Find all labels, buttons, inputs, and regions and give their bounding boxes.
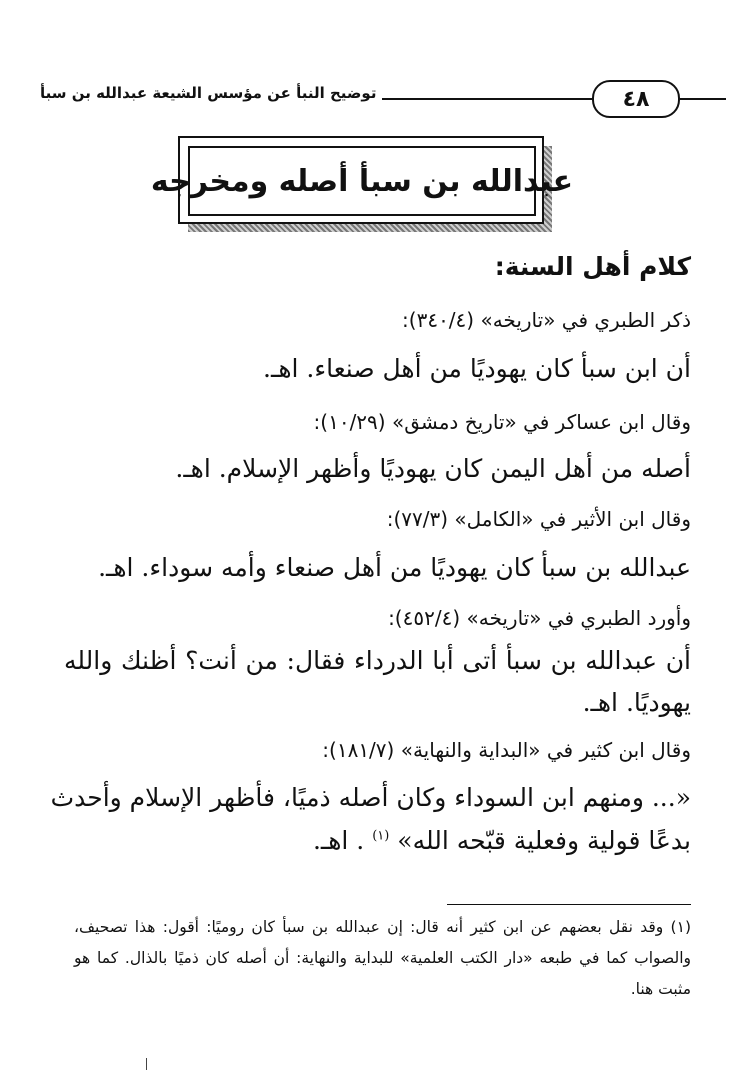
citation-intro: وأورد الطبري في «تاريخه» (٤٥٢/٤): <box>388 606 691 630</box>
footnote-separator <box>447 904 691 905</box>
citation-intro: وقال ابن عساكر في «تاريخ دمشق» (١٠/٢٩): <box>313 410 691 434</box>
citation-intro: ذكر الطبري في «تاريخه» (٣٤٠/٤): <box>402 308 691 332</box>
page-number: ٤٨ <box>592 80 680 118</box>
footnote-reference[interactable]: (١) <box>372 828 390 844</box>
scan-mark <box>146 1058 147 1070</box>
section-heading: كلام أهل السنة: <box>494 252 691 281</box>
quoted-text-with-ref <box>313 826 691 855</box>
quoted-text: أن ابن سبأ كان يهوديًا من أهل صنعاء. اهـ. <box>263 354 691 383</box>
citation-intro: وقال ابن الأثير في «الكامل» (٧٧/٣): <box>386 507 691 531</box>
quoted-text: أصله من أهل اليمن كان يهوديًا وأظهر الإسلام. اهـ. <box>175 454 691 483</box>
chapter-title: عبدالله بن سبأ أصله ومخرجه <box>150 163 574 199</box>
title-inner-border <box>150 146 574 216</box>
footnote: (١) وقد نقل بعضهم عن ابن كثير أنه قال: إن عبدالله بن سبأ كان روميًا: أقول: هذا تصحيف، والصواب كما في طبعه «دار الكتب العلمية» للبداية والنهاية: أن أصله كان ذميًا بالذال. كما هو مثبت هنا. <box>74 918 691 998</box>
quoted-text: عبدالله بن سبأ كان يهوديًا من أهل صنعاء وأمه سوداء. اهـ. <box>98 553 691 582</box>
running-header <box>36 78 726 120</box>
quoted-text: «... ومنهم ابن السوداء وكان أصله ذميًا، فأظهر الإسلام وأحدث <box>50 783 691 812</box>
citation-intro: وقال ابن كثير في «البداية والنهاية» (١٨١/٧): <box>322 738 691 762</box>
running-title: توضيح النبأ عن مؤسس الشيعة عبدالله بن سبأ <box>36 84 382 102</box>
quoted-text: يهوديًا. اهـ. <box>582 688 691 717</box>
chapter-title-frame <box>150 136 574 224</box>
quote-closing: . اهـ. <box>312 826 365 855</box>
quoted-text: أن عبدالله بن سبأ أتى أبا الدرداء فقال: من أنت؟ أظنك والله <box>64 646 691 675</box>
title-outer-border <box>150 136 574 224</box>
quoted-text: بدعًا قولية وفعلية قبّحه الله» <box>397 826 691 855</box>
